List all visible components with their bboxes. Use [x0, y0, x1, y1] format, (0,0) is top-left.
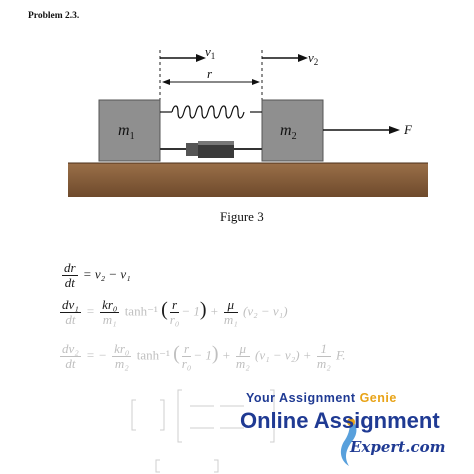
- ground-surface: [68, 163, 428, 197]
- equation-dv1-dt: $\frac{\text{dv₁}}{dt}$ = $\frac{\text{kr₀}}{\text{m₁}}$ tanh⁻¹ ( $\frac{r}{\text{r₀}}$ − 1) + $\frac{\mu}{\text{m₁}}$ (v₂ − v₁): [62, 297, 288, 327]
- equation-dr-dt: $\frac{dr}{dt}$ = v₂ − v₁: [64, 260, 131, 290]
- equation-dv2-dt: $\frac{\text{dv₂}}{dt}$ = − $\frac{\text{kr₀}}{\text{m₂}}$ tanh⁻¹ ( $\frac{r}{\text{r₀}}$ − 1) + $\frac{\mu}{\text{m₂}}$ (v₁ − v₂) + $\frac{1}{\text{m₂}}$ F.: [62, 341, 346, 371]
- v1-label: $v_1$: [205, 44, 216, 61]
- figure-caption: Figure 3: [220, 209, 264, 224]
- force-label: F: [404, 122, 412, 137]
- two-mass-figure: [0, 0, 474, 205]
- damper: [160, 141, 262, 158]
- mass-1-label: $m_1$: [118, 122, 135, 142]
- v2-label: $v_2$: [308, 50, 319, 67]
- watermark-logo: [232, 386, 474, 474]
- watermark-domain: Expert.com: [350, 438, 446, 456]
- spring: [160, 106, 262, 118]
- mass-2-label: $m_2$: [280, 122, 297, 142]
- watermark-tagline: Your Assignment Genie: [246, 391, 397, 405]
- problem-title: Problem 2.3.: [28, 11, 80, 21]
- r-label: r: [207, 66, 213, 81]
- watermark-brand: Online Assignment: [240, 408, 440, 433]
